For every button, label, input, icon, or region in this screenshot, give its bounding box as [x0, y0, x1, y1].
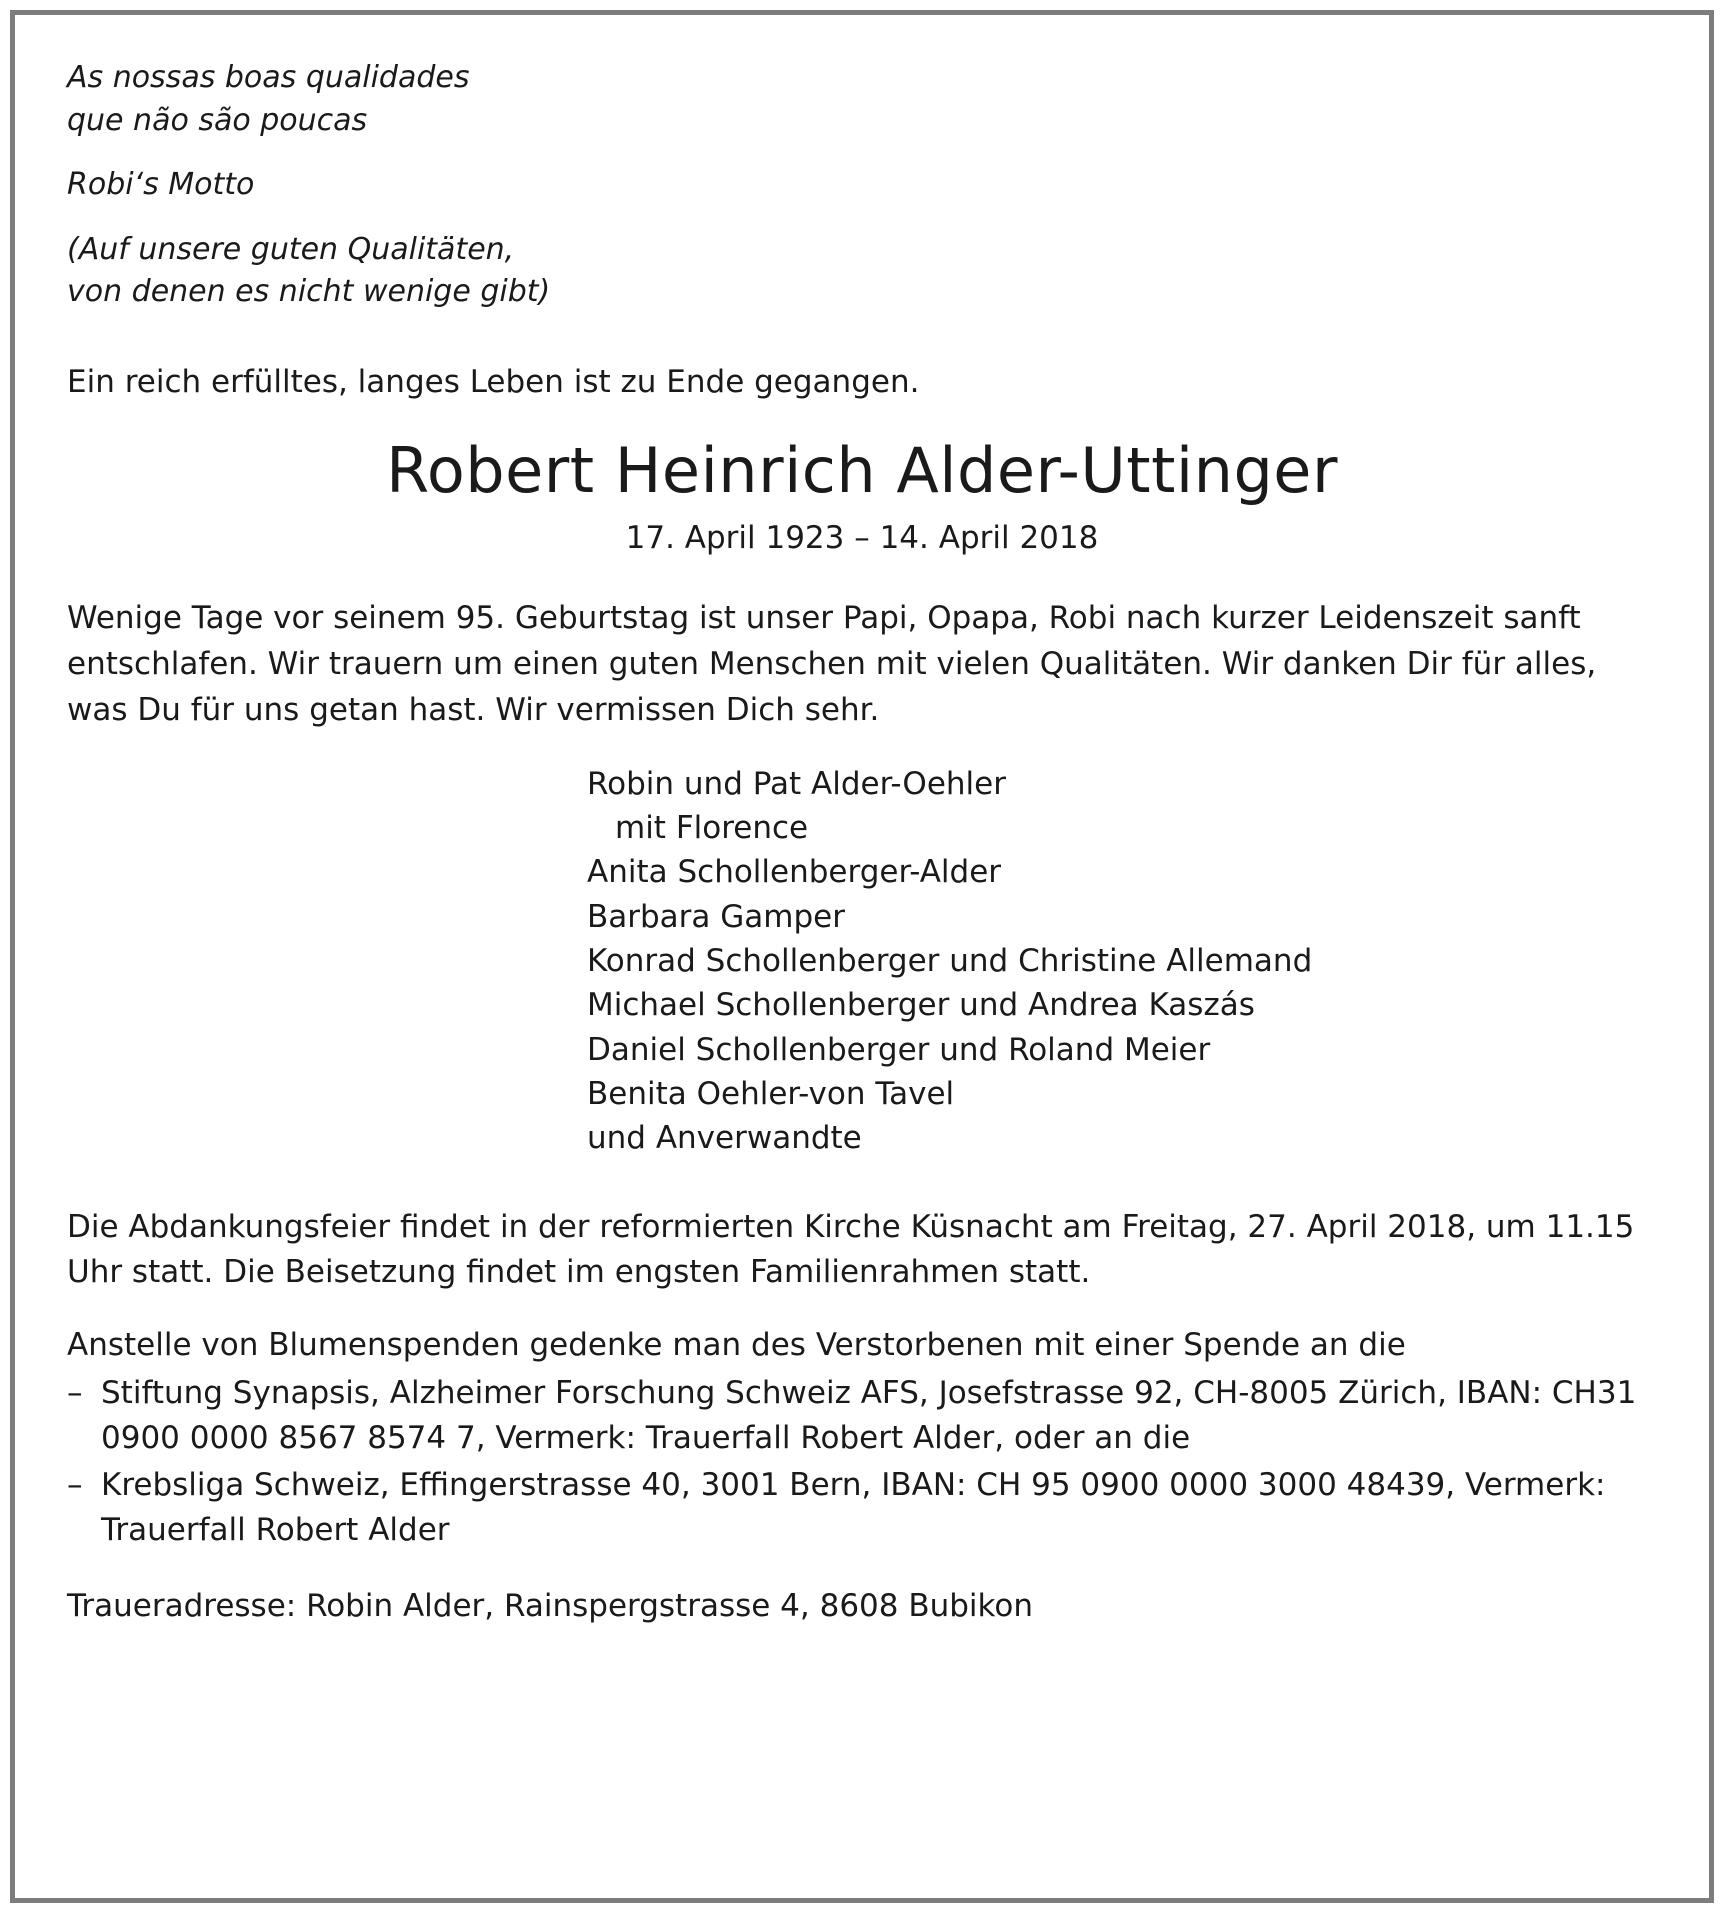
intro-text: Ein reich erfülltes, langes Leben ist zu Ende gegangen.	[67, 363, 920, 400]
bullet-dash: –	[67, 1374, 83, 1411]
donation-text: Stiftung Synapsis, Alzheimer Forschung Schweiz AFS, Josefstrasse 92, CH-8005 Zürich, IBAN: CH31 0900 0000 8567 8574 7, Vermerk: Trauerfall Robert Alder, oder an die	[101, 1374, 1637, 1456]
motto-line: As nossas boas qualidades	[67, 60, 470, 95]
body-text: Wenige Tage vor seinem 95. Geburtstag ist unser Papi, Opapa, Robi nach kurzer Leidenszeit sanft entschlafen. Wir trauern um einen guten Menschen mit vielen Qualitäten. Wir danken Dir für alles, was Du für uns getan hast. Wir vermissen Dich sehr.	[67, 600, 1597, 728]
donation-text: Krebsliga Schweiz, Effingerstrasse 40, 3001 Bern, IBAN: CH 95 0900 0000 3000 48439, Vermerk: Trauerfall Robert Alder	[101, 1467, 1606, 1549]
list-item: mit Florence	[615, 810, 809, 847]
ceremony-details: Die Abdankungsfeier findet in der reformierten Kirche Küsnacht am Freitag, 27. April 2018, um 11.15 Uhr statt. Die Beisetzung findet im engsten Familienrahmen statt.	[67, 1208, 1635, 1291]
list-item: und Anverwandte	[587, 1120, 862, 1157]
list-item: Anita Schollenberger-Alder	[587, 854, 1002, 891]
list-item: Michael Schollenberger und Andrea Kaszás	[587, 987, 1255, 1024]
list-item: Robin und Pat Alder-Oehler	[587, 765, 1006, 802]
list-item: Benita Oehler-von Tavel	[587, 1076, 955, 1113]
list-item: Konrad Schollenberger und Christine Allemand	[587, 943, 1313, 980]
list-item: Daniel Schollenberger und Roland Meier	[587, 1031, 1211, 1068]
list-item	[67, 1463, 1657, 1554]
bullet-dash: –	[67, 1467, 83, 1504]
donations-intro: Anstelle von Blumenspenden gedenke man des Verstorbenen mit einer Spende an die	[67, 1327, 1406, 1364]
motto-attribution: Robi‘s Motto	[67, 167, 255, 203]
survivors-list	[67, 762, 1657, 1161]
motto-translation-line: von denen es nicht wenige gibt)	[67, 274, 551, 310]
motto-line: que não são poucas	[67, 102, 368, 138]
motto-block	[67, 57, 1657, 314]
list-item: Barbara Gamper	[587, 898, 845, 935]
mourning-address: Traueradresse: Robin Alder, Rainspergstrasse 4, 8608 Bubikon	[67, 1587, 1034, 1624]
obituary-notice	[10, 10, 1714, 1903]
motto-translation-line: (Auf unsere guten Qualitäten,	[67, 231, 515, 267]
list-item	[67, 1371, 1657, 1462]
deceased-name: Robert Heinrich Alder-Uttinger	[386, 433, 1338, 507]
life-dates: 17. April 1923 – 14. April 2018	[625, 520, 1099, 557]
